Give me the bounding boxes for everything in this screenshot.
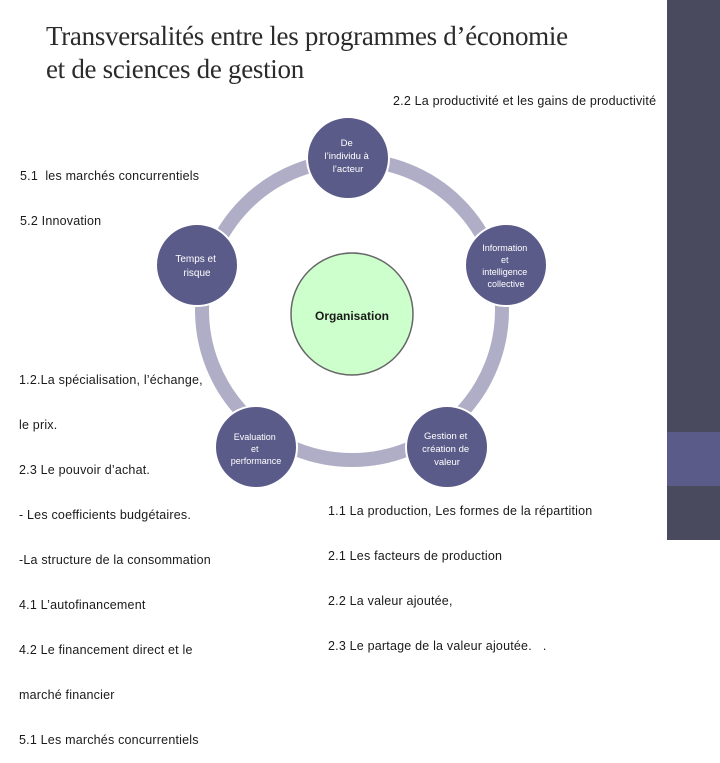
- annotation-line: 1.1 La production, Les formes de la répartition: [328, 504, 593, 518]
- node-information: [465, 224, 547, 306]
- annotation-line: 2.3 Le partage de la valeur ajoutée. .: [328, 639, 547, 653]
- annotation-line: 5.1 les marchés concurrentiels: [20, 169, 200, 183]
- node-evaluation: [215, 406, 297, 488]
- annotation-line: marché financier: [19, 688, 115, 702]
- annotation-top-right: 2.2 La productivité et les gains de productivité: [393, 94, 657, 108]
- center-label: Organisation: [314, 309, 390, 323]
- node-evaluation-label: Evaluation et performance: [230, 432, 282, 466]
- annotation-line: 2.2 La valeur ajoutée,: [328, 594, 453, 608]
- annotation-bottom-right: [328, 474, 592, 669]
- annotation-line: 4.2 Le financement direct et le: [19, 643, 193, 657]
- annotation-line: 5.2 Innovation: [20, 214, 102, 228]
- annotation-line: -La structure de la consommation: [19, 553, 211, 567]
- annotation-line: 2.3 Le pouvoir d’achat.: [19, 463, 151, 477]
- annotation-line: 5.1 Les marchés concurrentiels: [19, 733, 199, 747]
- node-gestion-label: Gestion et création de valeur: [422, 431, 470, 468]
- node-individu: [307, 117, 389, 199]
- annotation-line: 4.1 L’autofinancement: [19, 598, 146, 612]
- node-individu-label: De l’individu à l’acteur: [324, 138, 369, 175]
- node-temps: [156, 224, 238, 306]
- title-line-2: et de sciences de gestion: [46, 54, 304, 84]
- node-temps-label: Temps et risque: [175, 254, 216, 279]
- title-line-1: Transversalités entre les programmes d’économie: [46, 21, 568, 51]
- annotation-line: 2.1 Les facteurs de production: [328, 549, 503, 563]
- annotation-line: 1.2.La spécialisation, l’échange,: [19, 373, 203, 387]
- node-information-label: Information et intelligence collective: [482, 243, 528, 289]
- annotation-bottom-left: [19, 343, 211, 763]
- annotation-line: le prix.: [19, 418, 58, 432]
- annotation-line: - Les coefficients budgétaires.: [19, 508, 192, 522]
